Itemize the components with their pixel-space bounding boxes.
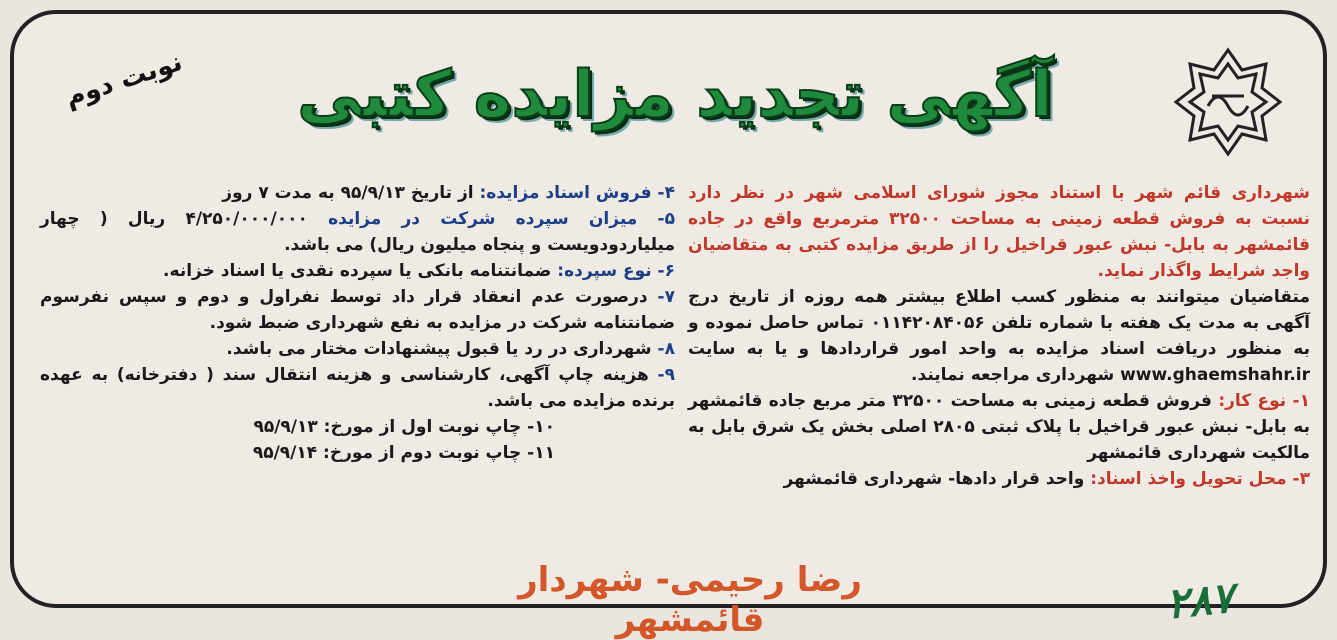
- left-column: [40, 180, 675, 466]
- list-item: [40, 284, 675, 336]
- item-label: ۶- نوع سپرده:: [557, 261, 675, 281]
- item-label: ۵- میزان سپرده شرکت در مزایده: [328, 209, 675, 229]
- list-item: [40, 336, 675, 362]
- list-item: [40, 440, 675, 466]
- list-item: [40, 258, 675, 284]
- intro-paragraph: شهرداری قائم شهر با استناد مجوز شورای اسلامی شهر در نظر دارد نسبت به فروش قطعه زمینی به مساحت ۳۲۵۰۰ مترمربع واقع در جاده قائمشهر به بابل- نبش عبور قراخیل را از طریق مزایده کتبی به متقاضیان واجد شرایط واگذار نماید.: [688, 183, 1310, 281]
- right-column: [688, 180, 1310, 492]
- mayor-signature: رضا رحیمی- شهردار قائمشهر: [518, 560, 862, 640]
- list-item: [40, 362, 675, 414]
- item-label: ۷-: [657, 287, 675, 307]
- item-label: ۸-: [657, 339, 675, 359]
- list-item: [40, 206, 675, 258]
- item-label: ۴- فروش اسناد مزایده:: [479, 183, 675, 203]
- list-item: [688, 466, 1310, 492]
- item-text: از تاریخ ۹۵/۹/۱۳ به مدت ۷ روز: [222, 183, 480, 203]
- item-text: فروش قطعه زمینی به مساحت ۳۲۵۰۰ متر مربع جاده قائمشهر به بابل- نبش عبور قراخیل با پلاک ثبتی ۲۸۰۵ اصلی بخش یک شرق بابل به مالکیت شهرداری قائمشهر: [688, 391, 1310, 463]
- item-text: واحد قرار دادها- شهرداری قائمشهر: [783, 469, 1091, 489]
- item-label: ۳- محل تحویل واخذ اسناد:: [1090, 469, 1310, 489]
- list-item: [40, 180, 675, 206]
- list-item: [40, 414, 675, 440]
- item-text: ۴/۲۵۰/۰۰۰/۰۰۰ ریال ( چهار میلیاردودویست و پنجاه میلیون ریال) می باشد.: [40, 209, 675, 255]
- item-text: ۱۰- چاپ نوبت اول از مورخ: ۹۵/۹/۱۳: [253, 417, 555, 437]
- item-text: شهرداری در رد یا قبول پیشنهادات مختار می باشد.: [226, 339, 658, 359]
- item-text: درصورت عدم انعقاد قرار داد توسط نفراول و دوم و سپس نفرسوم ضمانتنامه شرکت در مزایده به نفع شهرداری ضبط شود.: [40, 287, 675, 333]
- round-stamp: نوبت دوم: [61, 47, 186, 113]
- contact-paragraph: متقاضیان میتوانند به منظور کسب اطلاع بیشتر همه روزه از تاریخ درج آگهی به مدت یک هفته با شماره تلفن ۰۱۱۴۲۰۸۴۰۵۶ تماس حاصل نموده و به منظور دریافت اسناد مزایده به واحد امور قراردادها و یا به سایت www.ghaemshahr.ir شهرداری مراجعه نمایند.: [688, 287, 1311, 385]
- handwritten-number: ۲۸۷: [1163, 572, 1237, 629]
- item-text: هزینه چاپ آگهی، کارشناسی و هزینه انتقال سند ( دفترخانه) به عهده برنده مزایده می باشد.: [40, 365, 675, 411]
- list-item: [688, 388, 1310, 466]
- item-label: ۱- نوع کار:: [1218, 391, 1310, 411]
- item-label: ۹-: [657, 365, 675, 385]
- page-title: آگهی تجدید مزایده کتبی: [297, 58, 1053, 132]
- municipality-star-logo-icon: [1172, 46, 1284, 158]
- item-text: ۱۱- چاپ نوبت دوم از مورخ: ۹۵/۹/۱۴: [252, 443, 555, 463]
- item-text: ضمانتنامه بانکی یا سپرده نقدی یا اسناد خزانه.: [163, 261, 558, 281]
